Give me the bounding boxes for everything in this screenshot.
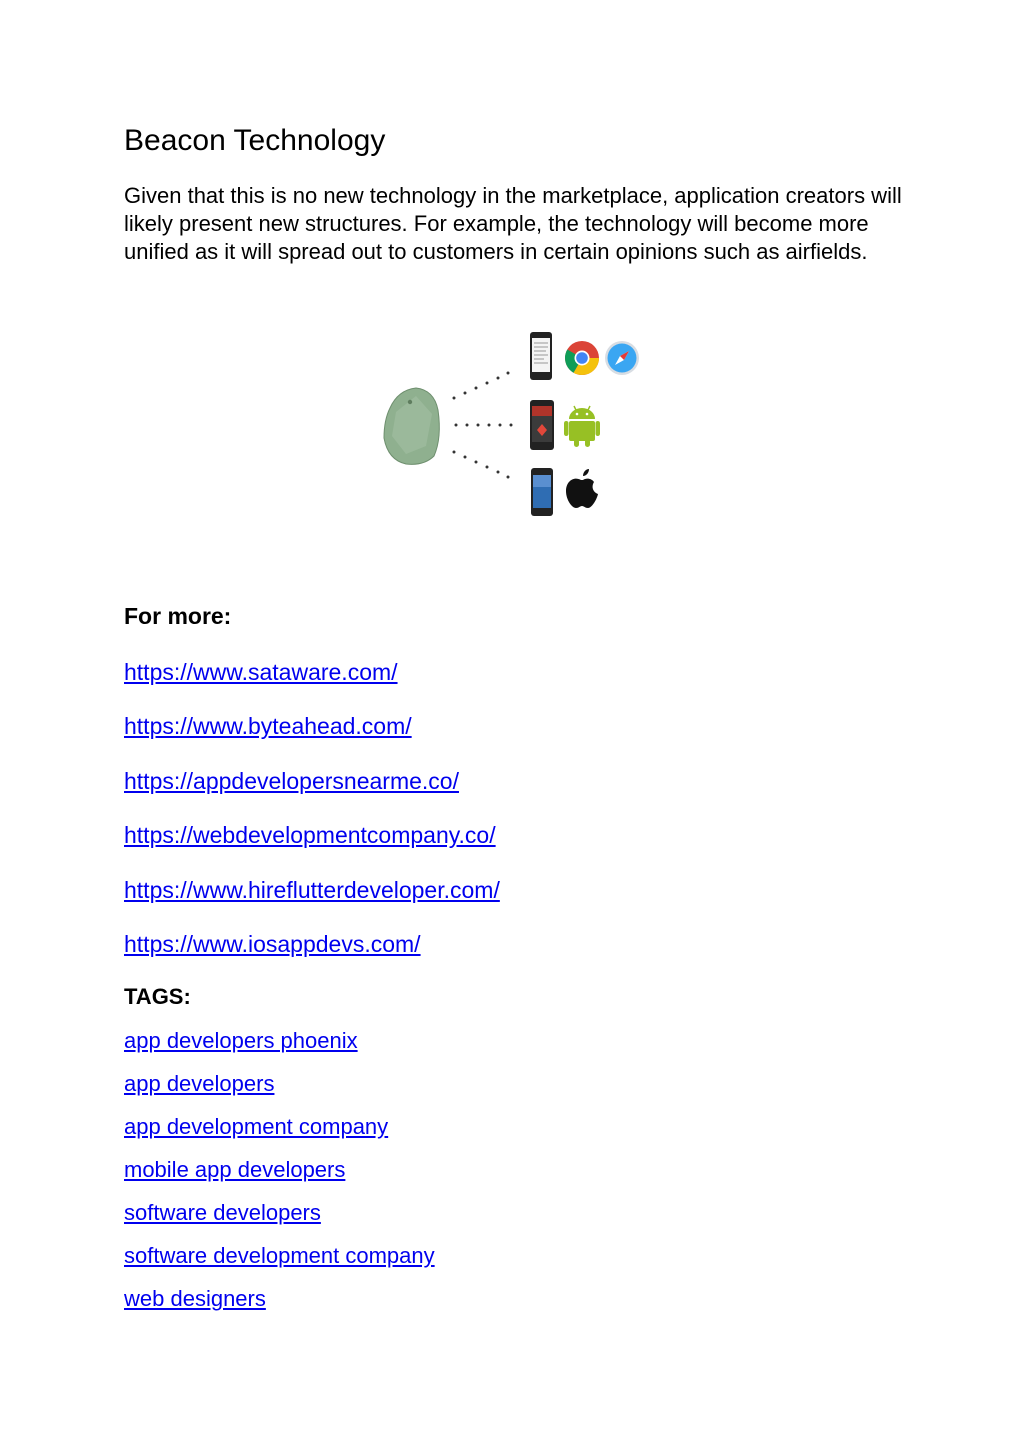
link-appdevelopersnearme[interactable]: https://appdevelopersnearme.co/ — [124, 767, 459, 794]
phone-icon — [530, 332, 552, 380]
list-item — [124, 765, 500, 819]
apple-icon — [566, 469, 598, 508]
intro-paragraph: Given that this is no new technology in the marketplace, application creators will likely present new structures. For example, the technology will become more unified as it will spread out to customers in certain opinions such as airfields. — [124, 183, 902, 264]
list-item — [124, 819, 500, 873]
list-item — [124, 656, 500, 710]
tags-list — [124, 1026, 435, 1327]
tag-link[interactable]: web designers — [124, 1286, 266, 1311]
beacon-diagram — [376, 326, 646, 522]
list-item — [124, 1112, 435, 1155]
list-item — [124, 1198, 435, 1241]
connection-dots — [453, 372, 513, 479]
list-item — [124, 1284, 435, 1327]
tag-link[interactable]: app developers phoenix — [124, 1028, 358, 1053]
tag-link[interactable]: software development company — [124, 1243, 435, 1268]
link-iosappdevs[interactable]: https://www.iosappdevs.com/ — [124, 930, 421, 957]
beacon-figure — [376, 326, 646, 522]
links-list — [124, 656, 500, 982]
list-item — [124, 1241, 435, 1284]
list-item — [124, 874, 500, 928]
link-sataware[interactable]: https://www.sataware.com/ — [124, 659, 398, 685]
link-webdevelopmentcompany[interactable]: https://webdevelopmentcompany.co/ — [124, 822, 496, 849]
for-more-heading: For more: — [124, 603, 232, 629]
android-icon — [564, 406, 600, 447]
tag-link[interactable]: app developers — [124, 1071, 275, 1096]
phone-icon — [531, 468, 553, 516]
list-item — [124, 1026, 435, 1069]
list-item — [124, 710, 500, 764]
link-hireflutterdeveloper[interactable]: https://www.hireflutterdeveloper.com/ — [124, 876, 500, 903]
tag-link[interactable]: software developers — [124, 1200, 321, 1225]
tag-link[interactable]: app development company — [124, 1114, 389, 1139]
phone-icon — [530, 400, 554, 450]
tag-link[interactable]: mobile app developers — [124, 1157, 346, 1182]
tags-heading: TAGS: — [124, 984, 191, 1009]
safari-icon — [605, 341, 639, 375]
page-title: Beacon Technology — [124, 124, 386, 157]
list-item — [124, 1069, 435, 1112]
list-item — [124, 928, 500, 982]
list-item — [124, 1155, 435, 1198]
link-byteahead[interactable]: https://www.byteahead.com/ — [124, 713, 412, 740]
beacon-icon — [384, 388, 439, 464]
chrome-icon — [565, 341, 599, 375]
